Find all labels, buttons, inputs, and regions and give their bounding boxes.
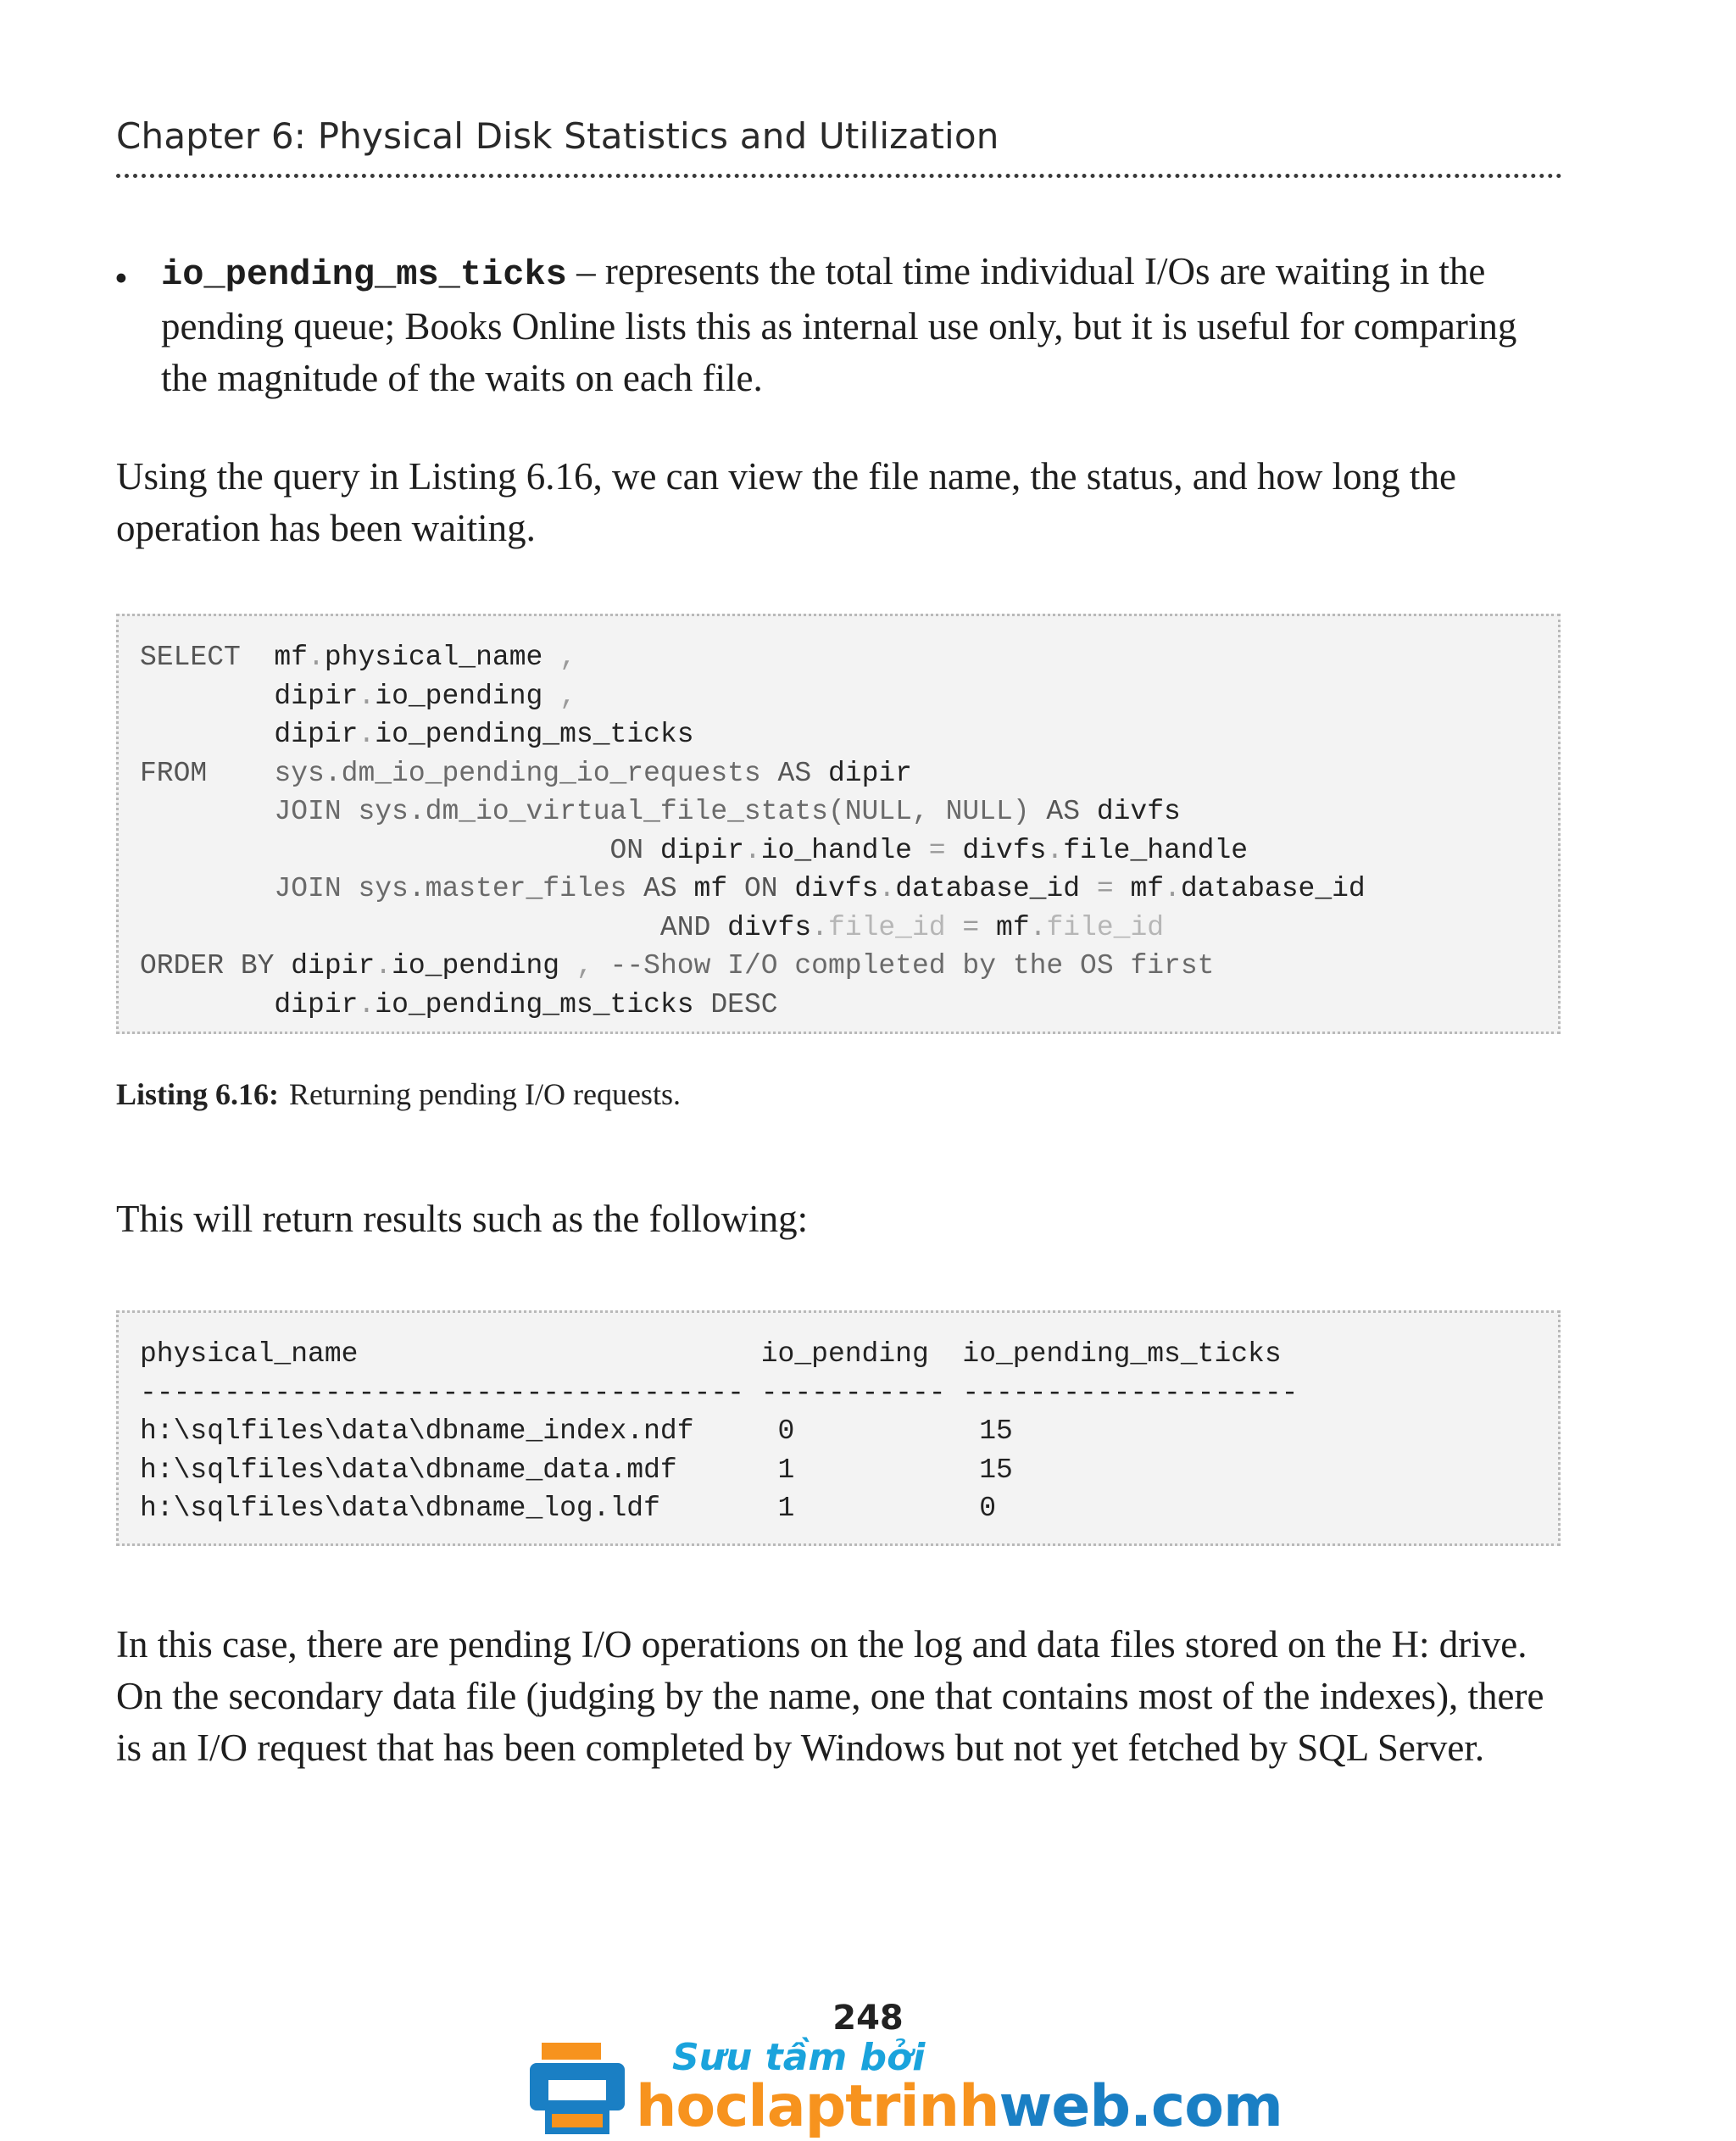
- header-rule: [116, 174, 1562, 178]
- bullet-term: io_pending_ms_ticks: [161, 254, 567, 295]
- cell-ms-ticks: 0: [979, 1493, 996, 1524]
- paragraph-results-intro: This will return results such as the following:: [116, 1198, 809, 1240]
- watermark-logo: [530, 2036, 1283, 2141]
- page-number: 248: [832, 1999, 904, 2038]
- cell-physical-name: h:\sqlfiles\data\dbname_log.ldf: [140, 1493, 660, 1524]
- bullet-item: [161, 246, 1551, 404]
- results-table: [119, 1313, 1558, 1528]
- cell-io-pending: 1: [777, 1493, 795, 1524]
- col-header: physical_name: [140, 1338, 359, 1370]
- table-row: [140, 1493, 996, 1524]
- paragraph-explanation: In this case, there are pending I/O operations on the log and data files stored on the H: drive. On the secondary data file (judging by the name, one that contains most of the indexes), there is an I/O request that has been completed by Windows but not yet fetched by SQL Server.: [116, 1623, 1544, 1769]
- chapter-header: Chapter 6: Physical Disk Statistics and Utilization: [116, 115, 999, 157]
- col-header: io_pending: [760, 1338, 929, 1370]
- cell-ms-ticks: 15: [979, 1454, 1013, 1486]
- results-header: [140, 1338, 1282, 1370]
- listing-caption: [116, 1076, 681, 1112]
- bullet-description: – represents the total time individual I/Os are waiting in the pending queue; Books Online lists this as internal use only, but it is useful for comparing the magnitude of the waits on each file.: [161, 250, 1517, 399]
- table-row: [140, 1454, 1013, 1486]
- sql-code-listing: SELECT mf.physical_name , dipir.io_pending , dipir.io_pending_ms_ticks FROM sys.dm_io_pending_io_requests AS dipir JOIN sys.dm_io_virtual_file_stats(NULL, NULL) AS divfs ON dipir.io_handle = divfs.file_handle JOIN sys.master_files AS mf ON divfs.database_id = mf.database_id AND divfs.file_id = mf.file_id ORDER BY dipir.io_pending , --Show I/O completed by the OS first dipir.io_pending_ms_ticks DESC: [116, 614, 1561, 1034]
- results-separator: ------------------------------------ ----------- --------------------: [140, 1376, 1299, 1409]
- cell-ms-ticks: 15: [979, 1415, 1013, 1447]
- cell-physical-name: h:\sqlfiles\data\dbname_index.ndf: [140, 1415, 694, 1447]
- results-output: [116, 1310, 1561, 1546]
- bullet-marker: •: [114, 257, 128, 299]
- table-row: [140, 1415, 1013, 1447]
- cell-io-pending: 0: [777, 1415, 795, 1447]
- listing-label: Listing 6.16:: [116, 1077, 280, 1111]
- watermark-site: hoclaptrinhweb.com: [636, 2073, 1283, 2140]
- watermark-tagline: Sưu tầm bởi: [672, 2036, 926, 2079]
- cell-io-pending: 1: [777, 1454, 795, 1486]
- cell-physical-name: h:\sqlfiles\data\dbname_data.mdf: [140, 1454, 677, 1486]
- listing-caption-text: Returning pending I/O requests.: [289, 1077, 681, 1111]
- col-header: io_pending_ms_ticks: [962, 1338, 1282, 1370]
- paragraph-intro: Using the query in Listing 6.16, we can view the file name, the status, and how long the operation has been waiting.: [116, 455, 1456, 549]
- printer-logo-icon: [530, 2043, 625, 2138]
